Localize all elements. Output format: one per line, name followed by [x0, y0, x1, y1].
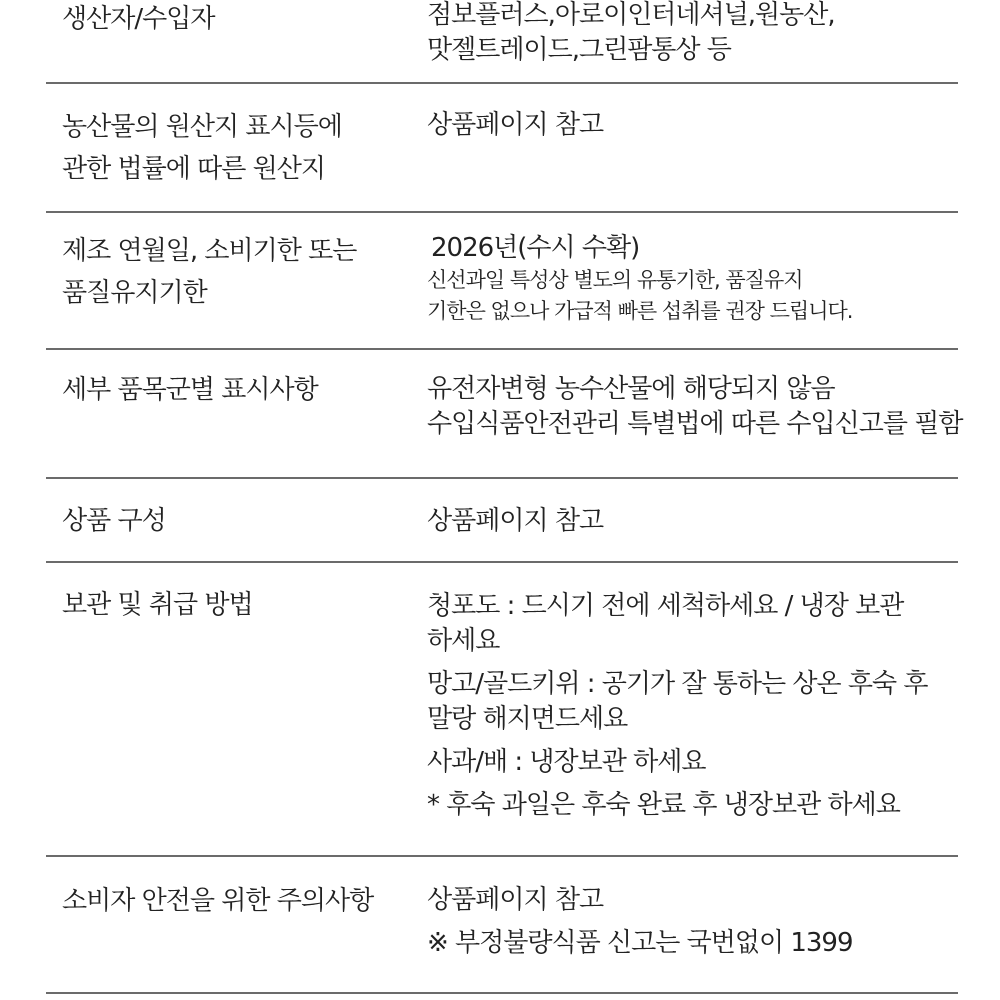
- row-label-line: 세부 품목군별 표시사항: [62, 375, 318, 405]
- row-value-line: 상품페이지 참고: [427, 506, 604, 536]
- row-label-line: 관한 법률에 따른 원산지: [62, 154, 325, 184]
- row-label-line: 농산물의 원산지 표시등에: [62, 112, 342, 142]
- row-label: [62, 500, 166, 542]
- row-label-line: 소비자 안전을 위한 주의사항: [62, 886, 374, 916]
- row-value-line: 수입식품안전관리 특별법에 따른 수입신고를 필함: [427, 409, 963, 439]
- row-divider: [46, 855, 958, 857]
- row-value-note: 신선과일 특성상 별도의 유통기한, 품질유지: [427, 268, 803, 292]
- row-label: [62, 230, 356, 314]
- row-value: [427, 231, 852, 327]
- storage-paragraph: [427, 745, 927, 780]
- row-divider: [46, 561, 958, 563]
- row-value-line: * 후숙 과일은 후숙 완료 후 냉장보관 하세요: [427, 790, 900, 820]
- row-value-line: 상품페이지 참고: [427, 110, 604, 140]
- row-label: [62, 880, 373, 922]
- row-divider: [46, 992, 958, 994]
- row-value-line: 청포도 : 드시기 전에 세척하세요 / 냉장 보관: [427, 591, 904, 621]
- row-label-line: 보관 및 취급 방법: [62, 590, 253, 620]
- safety-paragraph: [427, 926, 853, 961]
- row-value-line: 망고/골드키위 : 공기가 잘 통하는 상온 후숙 후: [427, 669, 928, 699]
- row-value-line: 맛젤트레이드,그린팜통상 등: [427, 35, 731, 65]
- row-value-note: 기한은 없으나 가급적 빠른 섭취를 권장 드립니다.: [427, 299, 853, 323]
- row-label: [62, 0, 214, 40]
- safety-paragraph: [427, 883, 853, 918]
- row-label: [62, 106, 342, 190]
- storage-paragraph: [427, 589, 927, 659]
- row-value: [427, 883, 853, 969]
- row-value: [427, 589, 927, 831]
- storage-paragraph: [427, 667, 927, 737]
- report-hotline-note: ※ 부정불량식품 신고는 국번없이 1399: [427, 928, 853, 958]
- row-label-line: 생산자/수입자: [62, 4, 215, 34]
- row-value-line: 하세요: [427, 626, 500, 656]
- row-value: [427, 504, 603, 539]
- row-divider: [46, 211, 958, 213]
- row-value-line: 유전자변형 농수산물에 해당되지 않음: [427, 374, 835, 404]
- row-value-line: 점보플러스,아로이인터네셔널,원농산,: [427, 0, 835, 30]
- row-divider: [46, 348, 958, 350]
- row-label-line: 상품 구성: [62, 506, 166, 536]
- row-value-line: 사과/배 : 냉장보관 하세요: [427, 747, 706, 777]
- row-label: [62, 584, 253, 626]
- row-label-line: 품질유지기한: [62, 278, 207, 308]
- row-value: [427, 108, 603, 143]
- harvest-year: 2026년(수시 수확): [431, 233, 640, 263]
- row-divider: [46, 477, 958, 479]
- row-value-line: 말랑 해지면드세요: [427, 704, 628, 734]
- storage-paragraph: [427, 788, 927, 823]
- row-divider: [46, 82, 958, 84]
- row-value-line: 상품페이지 참고: [427, 885, 604, 915]
- row-value: [427, 372, 963, 442]
- row-value: [427, 0, 835, 68]
- row-label-line: 제조 연월일, 소비기한 또는: [62, 236, 357, 266]
- row-label: [62, 369, 318, 411]
